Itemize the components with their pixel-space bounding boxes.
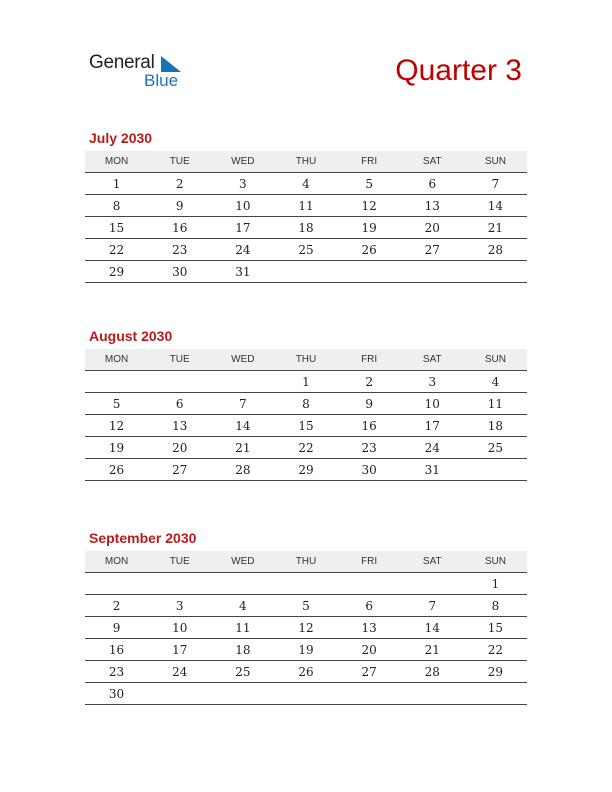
weekday-header-row [85,349,527,371]
day-cell: 5 [85,393,148,415]
day-cell: 14 [211,415,274,437]
week-row [85,617,527,639]
day-cell: 18 [211,639,274,661]
day-cell: 15 [464,617,527,639]
weekday-header: MON [85,349,148,371]
day-cell: 19 [338,217,401,239]
day-cell: 4 [464,371,527,393]
day-cell: 24 [211,239,274,261]
day-cell [211,371,274,393]
day-cell: 5 [338,173,401,195]
day-cell: 24 [148,661,211,683]
day-cell: 2 [85,595,148,617]
day-cell: 2 [148,173,211,195]
weekday-header: FRI [338,551,401,573]
day-cell [85,371,148,393]
day-cell: 8 [274,393,337,415]
day-cell: 20 [148,437,211,459]
day-cell: 31 [211,261,274,283]
day-cell: 9 [85,617,148,639]
weekday-header: THU [274,551,337,573]
weekday-header: TUE [148,551,211,573]
day-cell: 6 [401,173,464,195]
weekday-header: WED [211,551,274,573]
weekday-header: SUN [464,151,527,173]
month-title: August 2030 [89,328,173,344]
month-august [85,327,527,481]
day-cell [148,371,211,393]
day-cell: 22 [274,437,337,459]
week-row [85,415,527,437]
week-row [85,661,527,683]
week-row [85,573,527,595]
day-cell: 23 [85,661,148,683]
day-cell: 25 [211,661,274,683]
day-cell: 3 [211,173,274,195]
day-cell: 8 [464,595,527,617]
weekday-header-row [85,551,527,573]
day-cell: 12 [274,617,337,639]
day-cell: 17 [401,415,464,437]
calendar-table [85,349,527,481]
day-cell [338,573,401,595]
month-title: July 2030 [89,130,153,146]
day-cell: 14 [401,617,464,639]
weekday-header: MON [85,551,148,573]
day-cell: 31 [401,459,464,481]
day-cell: 6 [338,595,401,617]
day-cell [464,683,527,705]
day-cell: 16 [148,217,211,239]
day-cell: 21 [464,217,527,239]
day-cell: 7 [401,595,464,617]
day-cell: 28 [464,239,527,261]
day-cell: 24 [401,437,464,459]
weekday-header: SAT [401,349,464,371]
day-cell: 29 [464,661,527,683]
calendar-table [85,551,527,705]
day-cell: 9 [148,195,211,217]
day-cell: 27 [148,459,211,481]
day-cell: 20 [338,639,401,661]
weekday-header: SUN [464,349,527,371]
day-cell: 1 [464,573,527,595]
day-cell: 21 [401,639,464,661]
week-row [85,173,527,195]
week-row [85,459,527,481]
weekday-header: TUE [148,151,211,173]
day-cell [274,261,337,283]
month-title: September 2030 [89,530,197,546]
day-cell [211,683,274,705]
day-cell: 30 [338,459,401,481]
day-cell: 4 [274,173,337,195]
day-cell [464,459,527,481]
day-cell: 10 [148,617,211,639]
week-row [85,371,527,393]
logo-general-text: General [89,52,155,73]
day-cell: 10 [401,393,464,415]
day-cell: 5 [274,595,337,617]
weekday-header: THU [274,151,337,173]
day-cell: 30 [148,261,211,283]
day-cell: 11 [274,195,337,217]
day-cell [274,683,337,705]
day-cell: 21 [211,437,274,459]
day-cell: 3 [148,595,211,617]
week-row [85,437,527,459]
weekday-header: WED [211,151,274,173]
day-cell: 29 [274,459,337,481]
week-row [85,595,527,617]
day-cell: 26 [85,459,148,481]
logo-flag-icon [161,56,181,72]
day-cell: 10 [211,195,274,217]
day-cell: 12 [85,415,148,437]
day-cell [148,683,211,705]
day-cell: 13 [401,195,464,217]
weekday-header: SAT [401,151,464,173]
day-cell: 12 [338,195,401,217]
day-cell: 13 [338,617,401,639]
day-cell: 18 [464,415,527,437]
day-cell [401,261,464,283]
day-cell: 8 [85,195,148,217]
day-cell: 3 [401,371,464,393]
day-cell: 4 [211,595,274,617]
week-row [85,239,527,261]
day-cell: 15 [274,415,337,437]
weekday-header: SUN [464,551,527,573]
day-cell: 17 [211,217,274,239]
day-cell: 15 [85,217,148,239]
day-cell: 26 [274,661,337,683]
day-cell: 18 [274,217,337,239]
day-cell: 7 [211,393,274,415]
week-row [85,393,527,415]
day-cell: 19 [85,437,148,459]
day-cell: 27 [338,661,401,683]
day-cell: 29 [85,261,148,283]
month-july [85,129,527,283]
day-cell: 14 [464,195,527,217]
weekday-header-row [85,151,527,173]
day-cell: 7 [464,173,527,195]
day-cell [338,261,401,283]
day-cell: 25 [464,437,527,459]
weekday-header: FRI [338,151,401,173]
calendar-body [85,371,527,481]
day-cell: 17 [148,639,211,661]
day-cell [148,573,211,595]
weekday-header: WED [211,349,274,371]
day-cell: 27 [401,239,464,261]
week-row [85,261,527,283]
day-cell: 19 [274,639,337,661]
week-row [85,195,527,217]
week-row [85,639,527,661]
weekday-header: MON [85,151,148,173]
day-cell: 25 [274,239,337,261]
day-cell: 2 [338,371,401,393]
weekday-header: TUE [148,349,211,371]
day-cell [85,573,148,595]
day-cell: 23 [148,239,211,261]
day-cell: 28 [211,459,274,481]
month-september [85,529,527,705]
day-cell: 22 [464,639,527,661]
day-cell: 26 [338,239,401,261]
week-row [85,683,527,705]
day-cell [338,683,401,705]
day-cell: 1 [274,371,337,393]
day-cell: 6 [148,393,211,415]
day-cell: 16 [85,639,148,661]
day-cell [274,573,337,595]
logo-blue-text: Blue [144,71,179,90]
day-cell: 1 [85,173,148,195]
weekday-header: THU [274,349,337,371]
day-cell [401,573,464,595]
day-cell: 23 [338,437,401,459]
day-cell: 28 [401,661,464,683]
day-cell: 13 [148,415,211,437]
brand-logo [89,52,199,94]
weekday-header: SAT [401,551,464,573]
week-row [85,217,527,239]
day-cell [211,573,274,595]
page-title: Quarter 3 [395,54,522,87]
day-cell [464,261,527,283]
calendar-table [85,151,527,283]
day-cell: 20 [401,217,464,239]
day-cell: 11 [211,617,274,639]
day-cell: 9 [338,393,401,415]
day-cell: 30 [85,683,148,705]
calendar-body [85,573,527,705]
day-cell: 11 [464,393,527,415]
day-cell: 22 [85,239,148,261]
calendar-body [85,173,527,283]
day-cell [401,683,464,705]
weekday-header: FRI [338,349,401,371]
day-cell: 16 [338,415,401,437]
